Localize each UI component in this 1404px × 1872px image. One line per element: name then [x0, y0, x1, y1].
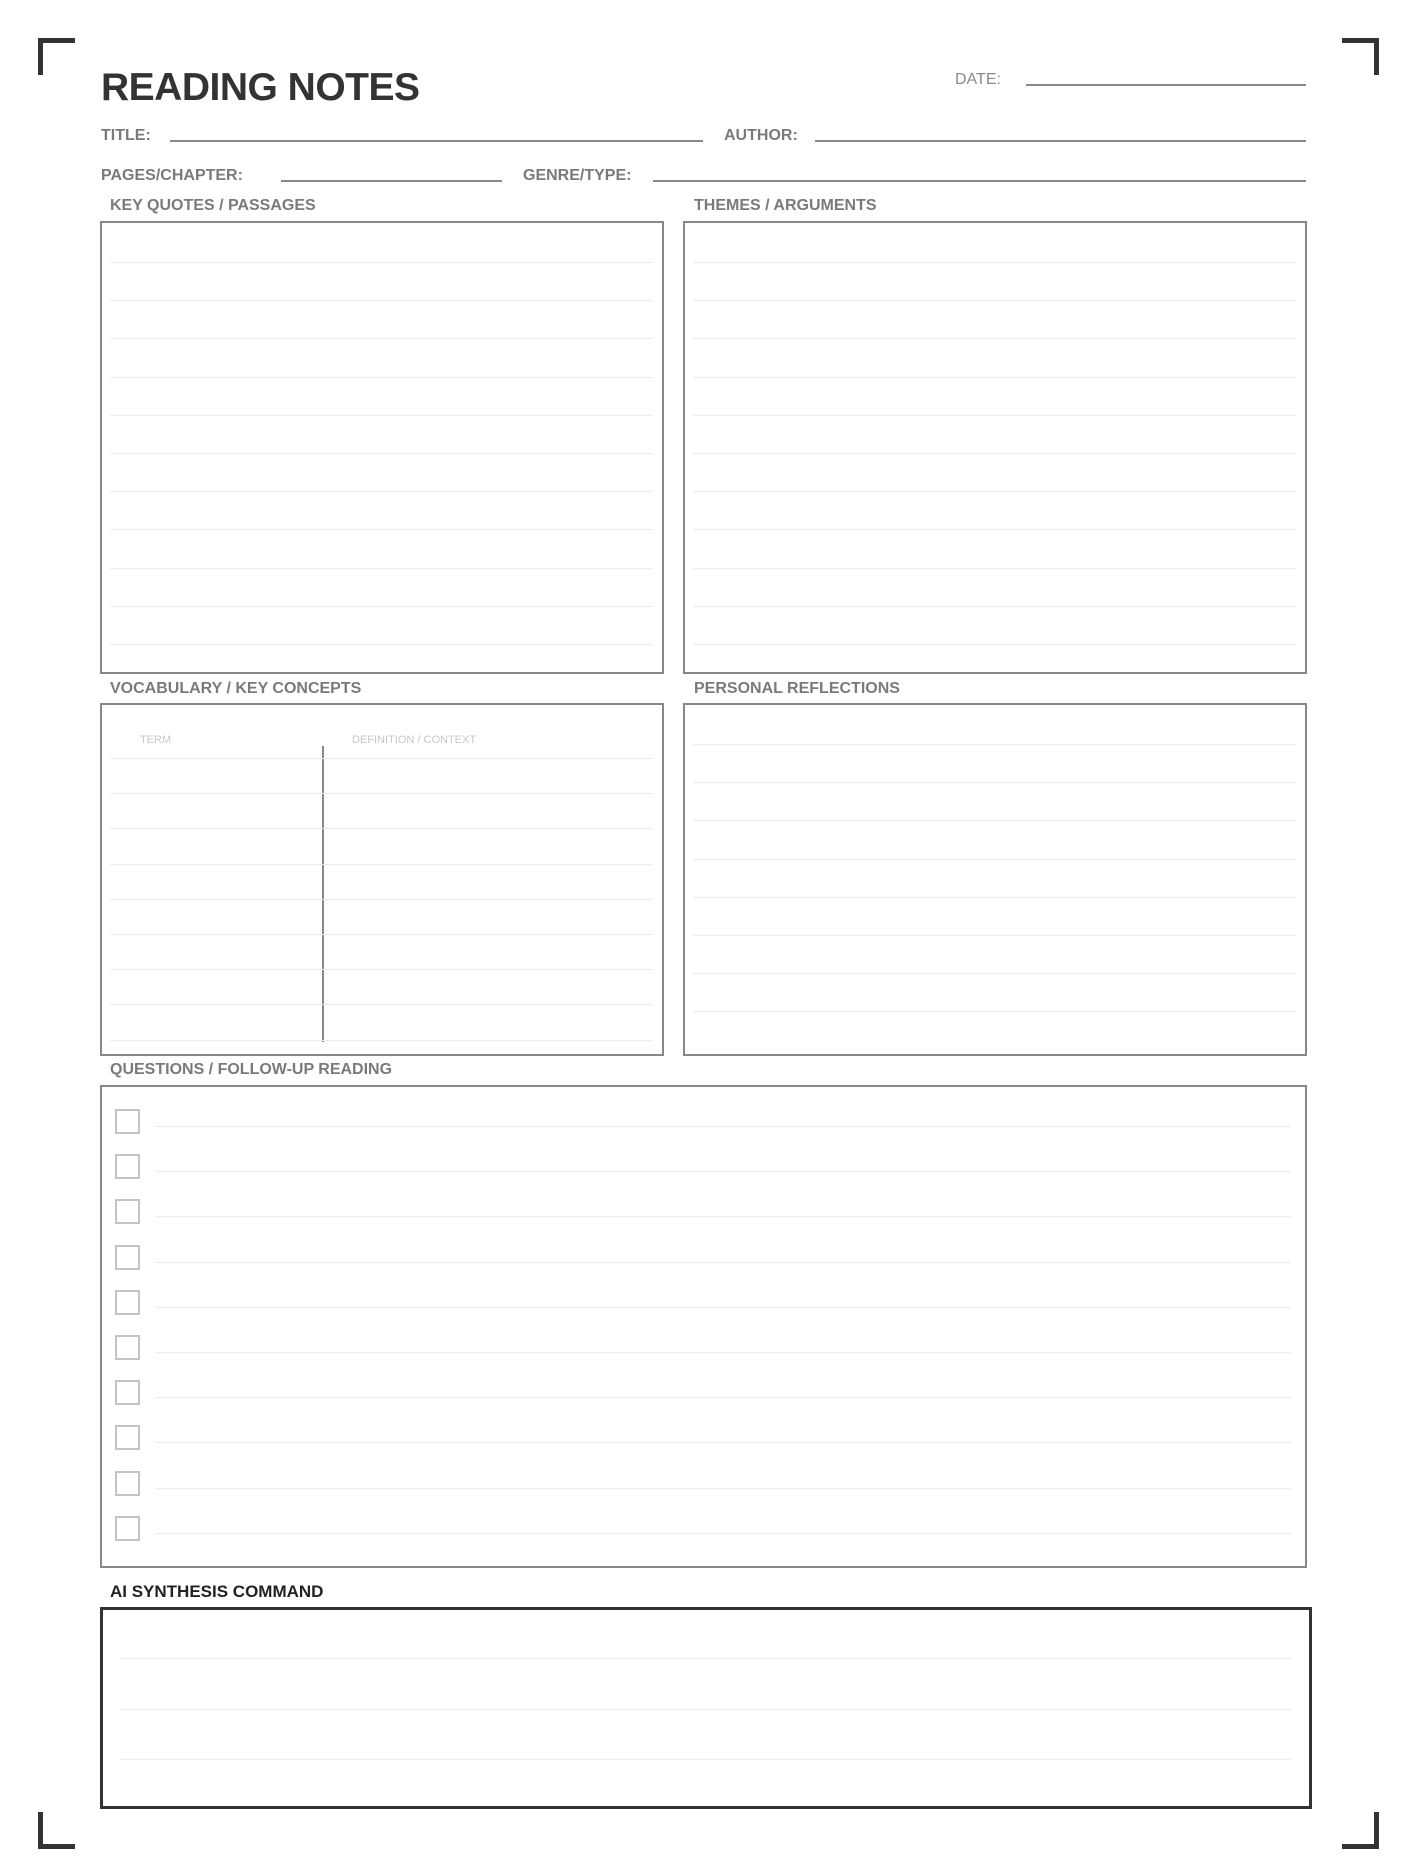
questions-heading: QUESTIONS / FOLLOW-UP READING — [110, 1061, 393, 1078]
vocab-row-line[interactable] — [110, 1004, 653, 1005]
vocab-row-line[interactable] — [110, 899, 653, 900]
quotes-heading: KEY QUOTES / PASSAGES — [110, 197, 316, 214]
vocab-term-header: TERM — [140, 734, 172, 746]
genre-field[interactable] — [653, 180, 1306, 182]
crop-mark-top-left — [38, 38, 75, 75]
question-checkbox[interactable] — [115, 1425, 140, 1450]
author-field[interactable] — [815, 140, 1306, 142]
quotes-writing-line[interactable] — [110, 529, 653, 530]
vocab-heading: VOCABULARY / KEY CONCEPTS — [110, 680, 362, 697]
themes-writing-line[interactable] — [693, 568, 1296, 569]
page-title: READING NOTES — [101, 66, 420, 109]
quotes-writing-line[interactable] — [110, 606, 653, 607]
themes-writing-line[interactable] — [693, 453, 1296, 454]
ai-command-line[interactable] — [120, 1658, 1291, 1659]
reflections-box[interactable] — [683, 703, 1307, 1056]
quotes-writing-line[interactable] — [110, 415, 653, 416]
themes-writing-line[interactable] — [693, 300, 1296, 301]
themes-writing-line[interactable] — [693, 491, 1296, 492]
themes-writing-line[interactable] — [693, 606, 1296, 607]
vocab-row-line[interactable] — [110, 969, 653, 970]
reflections-writing-line[interactable] — [693, 973, 1296, 974]
reflections-writing-line[interactable] — [693, 820, 1296, 821]
vocab-row-line[interactable] — [110, 864, 653, 865]
quotes-writing-line[interactable] — [110, 377, 653, 378]
quotes-writing-line[interactable] — [110, 491, 653, 492]
question-writing-line[interactable] — [155, 1397, 1291, 1398]
ai-command-line[interactable] — [120, 1759, 1291, 1760]
crop-mark-top-right — [1342, 38, 1379, 75]
quotes-writing-line[interactable] — [110, 453, 653, 454]
question-checkbox[interactable] — [115, 1380, 140, 1405]
themes-writing-line[interactable] — [693, 415, 1296, 416]
title-field[interactable] — [170, 140, 703, 142]
quotes-writing-line[interactable] — [110, 568, 653, 569]
question-writing-line[interactable] — [155, 1352, 1291, 1353]
question-checkbox[interactable] — [115, 1199, 140, 1224]
ai-command-line[interactable] — [120, 1709, 1291, 1710]
question-checkbox[interactable] — [115, 1154, 140, 1179]
question-writing-line[interactable] — [155, 1126, 1291, 1127]
reflections-writing-line[interactable] — [693, 859, 1296, 860]
pages-label: PAGES/CHAPTER: — [101, 167, 243, 184]
question-checkbox[interactable] — [115, 1245, 140, 1270]
crop-mark-bottom-left — [38, 1812, 75, 1849]
date-label: DATE: — [955, 71, 1001, 88]
vocab-row-line[interactable] — [110, 934, 653, 935]
vocab-row-line[interactable] — [110, 828, 653, 829]
themes-writing-line[interactable] — [693, 377, 1296, 378]
quotes-writing-line[interactable] — [110, 644, 653, 645]
question-writing-line[interactable] — [155, 1307, 1291, 1308]
quotes-writing-line[interactable] — [110, 300, 653, 301]
reflections-heading: PERSONAL REFLECTIONS — [694, 680, 900, 697]
genre-label: GENRE/TYPE: — [523, 167, 632, 184]
themes-writing-line[interactable] — [693, 338, 1296, 339]
question-writing-line[interactable] — [155, 1488, 1291, 1489]
themes-writing-line[interactable] — [693, 529, 1296, 530]
reflections-writing-line[interactable] — [693, 897, 1296, 898]
vocab-row-line[interactable] — [110, 758, 653, 759]
vocab-box[interactable] — [100, 703, 664, 1056]
pages-field[interactable] — [281, 180, 502, 182]
question-writing-line[interactable] — [155, 1171, 1291, 1172]
question-writing-line[interactable] — [155, 1216, 1291, 1217]
question-checkbox[interactable] — [115, 1109, 140, 1134]
vocab-row-line[interactable] — [110, 793, 653, 794]
reflections-writing-line[interactable] — [693, 744, 1296, 745]
author-label: AUTHOR: — [724, 127, 798, 144]
question-checkbox[interactable] — [115, 1471, 140, 1496]
questions-box[interactable] — [100, 1085, 1307, 1568]
crop-mark-bottom-right — [1342, 1812, 1379, 1849]
vocab-row-line[interactable] — [110, 1040, 653, 1041]
reflections-writing-line[interactable] — [693, 782, 1296, 783]
title-label: TITLE: — [101, 127, 151, 144]
themes-writing-line[interactable] — [693, 644, 1296, 645]
question-checkbox[interactable] — [115, 1290, 140, 1315]
reflections-writing-line[interactable] — [693, 1011, 1296, 1012]
themes-writing-line[interactable] — [693, 262, 1296, 263]
vocab-definition-header: DEFINITION / CONTEXT — [352, 734, 477, 746]
themes-heading: THEMES / ARGUMENTS — [694, 197, 877, 214]
question-writing-line[interactable] — [155, 1533, 1291, 1534]
quotes-writing-line[interactable] — [110, 338, 653, 339]
question-writing-line[interactable] — [155, 1442, 1291, 1443]
ai-heading: AI SYNTHESIS COMMAND — [110, 1582, 324, 1601]
question-checkbox[interactable] — [115, 1335, 140, 1360]
date-field[interactable] — [1026, 84, 1306, 86]
quotes-writing-line[interactable] — [110, 262, 653, 263]
question-checkbox[interactable] — [115, 1516, 140, 1541]
vocab-column-divider — [322, 746, 324, 1042]
question-writing-line[interactable] — [155, 1262, 1291, 1263]
reflections-writing-line[interactable] — [693, 935, 1296, 936]
